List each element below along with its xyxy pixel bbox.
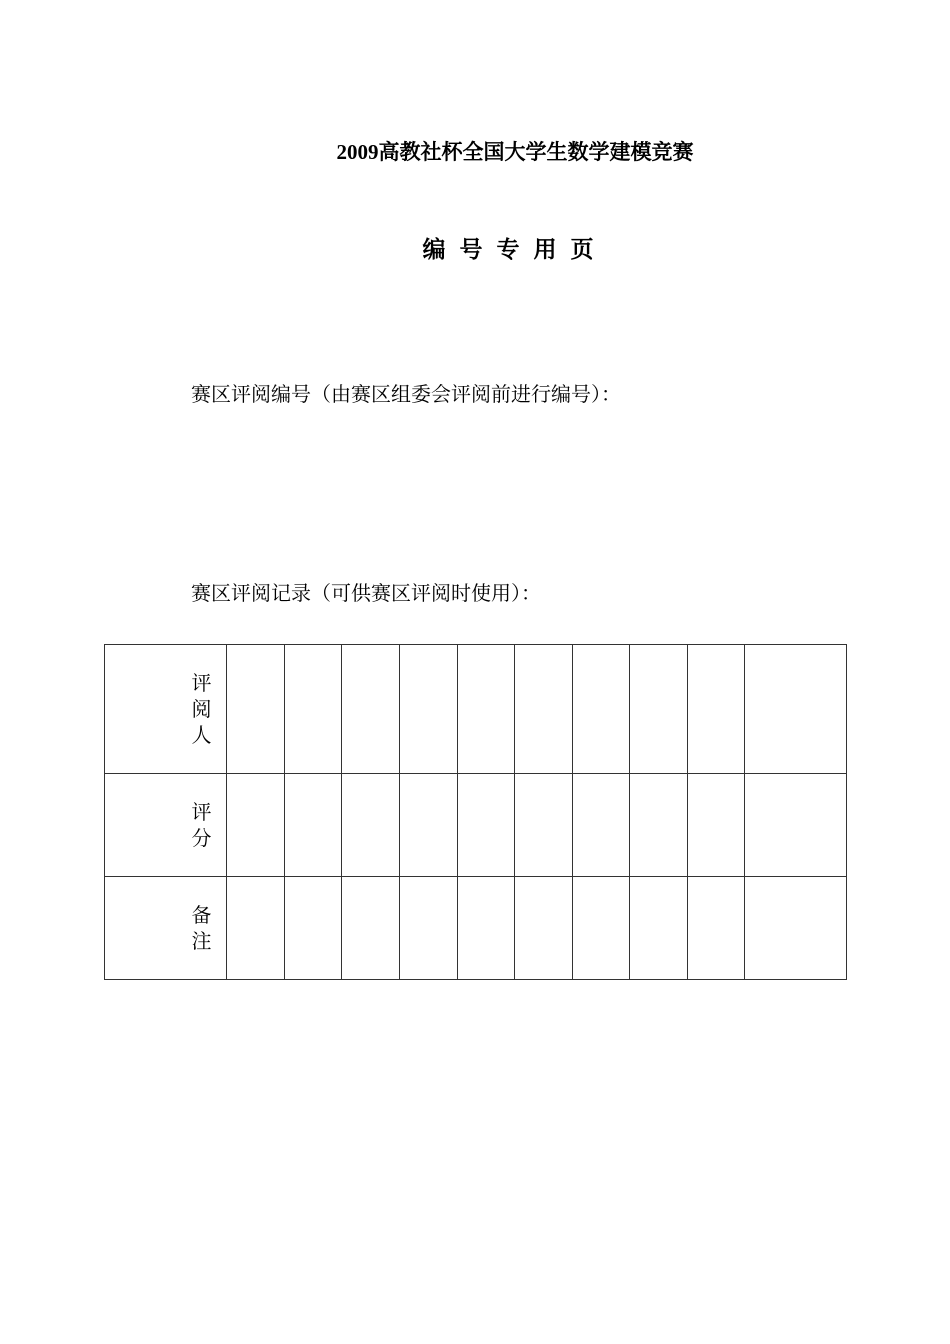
table-cell [400, 774, 458, 877]
row-header-text: 评阅人 [191, 671, 212, 747]
numbering-label: 赛区评阅编号（由赛区组委会评阅前进行编号）： [191, 382, 621, 406]
row-header-text: 备注 [191, 903, 212, 953]
row-header-score [105, 774, 227, 877]
table-cell [227, 774, 285, 877]
record-label: 赛区评阅记录（可供赛区评阅时使用）： [191, 581, 541, 605]
table-cell [458, 774, 515, 877]
table-cell [688, 774, 745, 877]
competition-title: 2009高教社杯全国大学生数学建模竞赛 [336, 140, 694, 164]
table-cell [342, 774, 400, 877]
table-cell [630, 774, 688, 877]
table-row-score [105, 774, 847, 877]
table-cell [745, 877, 847, 980]
table-cell [515, 774, 573, 877]
table-cell [227, 645, 285, 774]
table-cell [745, 774, 847, 877]
table-cell [630, 645, 688, 774]
row-header-reviewer [105, 645, 227, 774]
row-header-remarks [105, 877, 227, 980]
table-row-remarks [105, 877, 847, 980]
table-cell [515, 645, 573, 774]
table-cell [573, 645, 630, 774]
table-cell [745, 645, 847, 774]
table-cell [342, 877, 400, 980]
table-cell [458, 645, 515, 774]
table-cell [285, 877, 342, 980]
row-header-text: 评分 [191, 800, 212, 850]
table-cell [573, 774, 630, 877]
table-cell [285, 774, 342, 877]
review-record-table [104, 644, 847, 980]
table-cell [688, 877, 745, 980]
table-cell [458, 877, 515, 980]
table-cell [400, 877, 458, 980]
table-cell [285, 645, 342, 774]
page-subtitle: 编号专用页 [422, 237, 608, 263]
table-cell [515, 877, 573, 980]
table-cell [400, 645, 458, 774]
table-cell [342, 645, 400, 774]
table-cell [227, 877, 285, 980]
table-cell [688, 645, 745, 774]
table-cell [630, 877, 688, 980]
table-cell [573, 877, 630, 980]
table-row-reviewer [105, 645, 847, 774]
